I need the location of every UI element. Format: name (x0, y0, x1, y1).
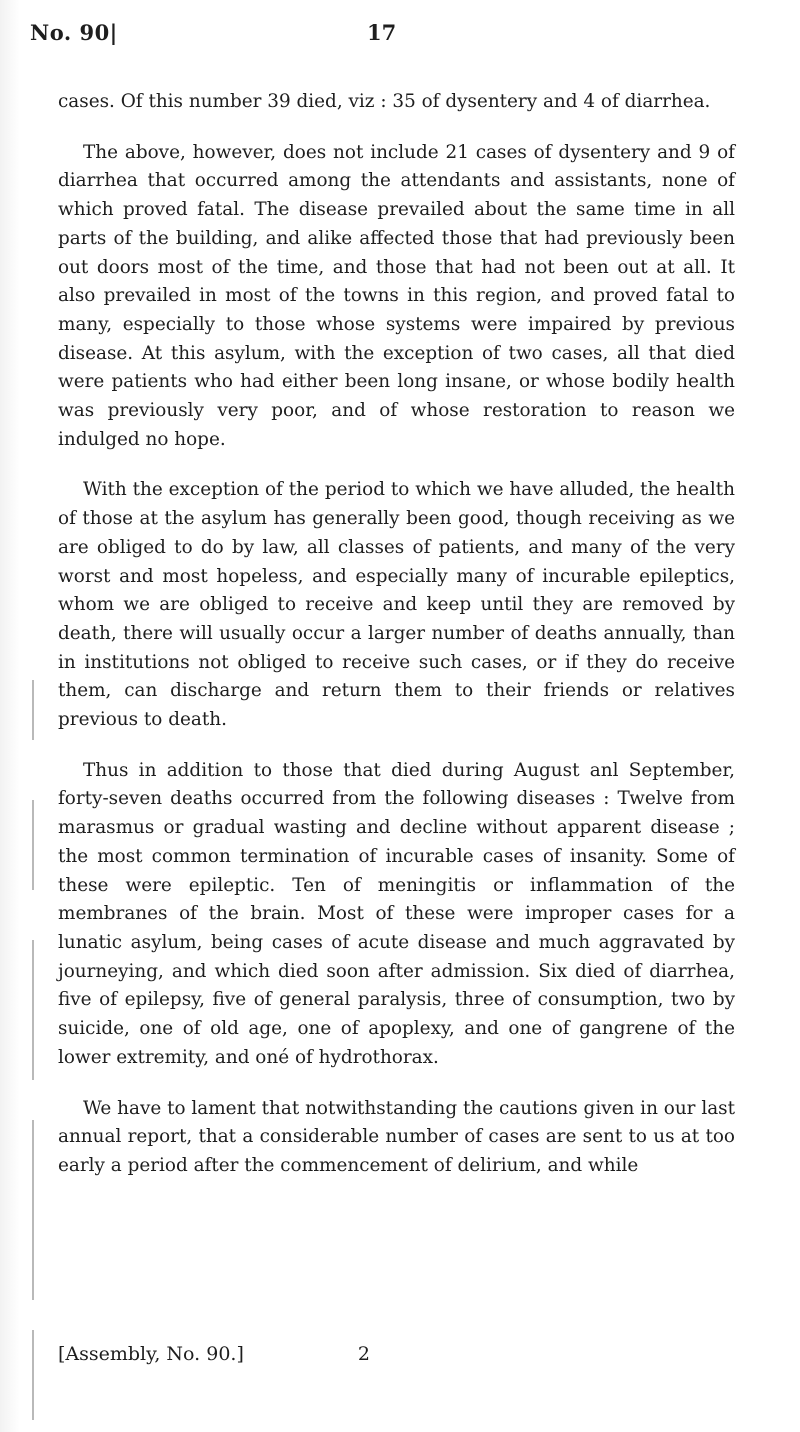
binding-mark (32, 940, 34, 1080)
signature-line (58, 1343, 370, 1365)
document-number: No. 90| (30, 20, 118, 45)
binding-mark (32, 680, 34, 740)
binding-mark (32, 1330, 34, 1420)
binding-mark (32, 800, 34, 890)
running-header (30, 20, 760, 60)
paragraph: Thus in addition to those that died during August anl September, forty-seven deaths occurred from the following diseases : Twelve from marasmus or gradual wasting and decline without apparent disease ; the most common termination of incurable cases of insanity. Some of these were epileptic. Ten of meningitis or inflammation of the membranes of the brain. Most of these were improper cases for a lunatic asylum, being cases of acute disease and much aggravated by journeying, and which died soon after admission. Six died of diarrhea, five of epilepsy, five of general paralysis, three of consumption, two by suicide, one of old age, one of apoplexy, and one of gangrene of the lower extremity, and oné of hydrothorax. (58, 759, 735, 1068)
page-number: 17 (367, 20, 397, 45)
paragraph: We have to lament that notwithstanding the cautions given in our last annual report, that a considerable number of cases are sent to us at too early a period after the commencement of delirium, and while (58, 1097, 735, 1176)
assembly-signature: [Assembly, No. 90.] (58, 1343, 244, 1365)
paragraph-continuation: cases. Of this number 39 died, viz : 35 of dysentery and 4 of diarrhea. (58, 91, 711, 112)
paragraph: With the exception of the period to which we have alluded, the health of those at the asylum has generally been good, though receiving as we are obliged to do by law, all classes of patients, and many of the very worst and most hopeless, and especially many of incurable epileptics, whom we are obliged to receive and keep until they are removed by death, there will usually occur a larger number of deaths annually, than in institutions not obliged to receive such cases, or if they do receive them, can discharge and return them to their friends or relatives previous to death. (58, 479, 735, 731)
paragraph: The above, however, does not include 21 cases of dysentery and 9 of diarrhea that occurred among the attendants and assistants, none of which proved fatal. The disease prevailed about the same time in all parts of the building, and alike affected those that had previously been out doors most of the time, and those that had not been out at all. It also prevailed in most of the towns in this region, and proved fatal to many, especially to those whose systems were impaired by previous disease. At this asylum, with the exception of two cases, all that died were patients who had either been long insane, or whose bodily health was previously very poor, and of whose restoration to reason we indulged no hope. (58, 141, 735, 450)
binding-marks (32, 680, 42, 1420)
binding-mark (32, 1120, 34, 1300)
body-text (58, 88, 735, 1181)
signature-mark: 2 (357, 1343, 371, 1365)
page-edge-shadow (0, 0, 20, 1432)
